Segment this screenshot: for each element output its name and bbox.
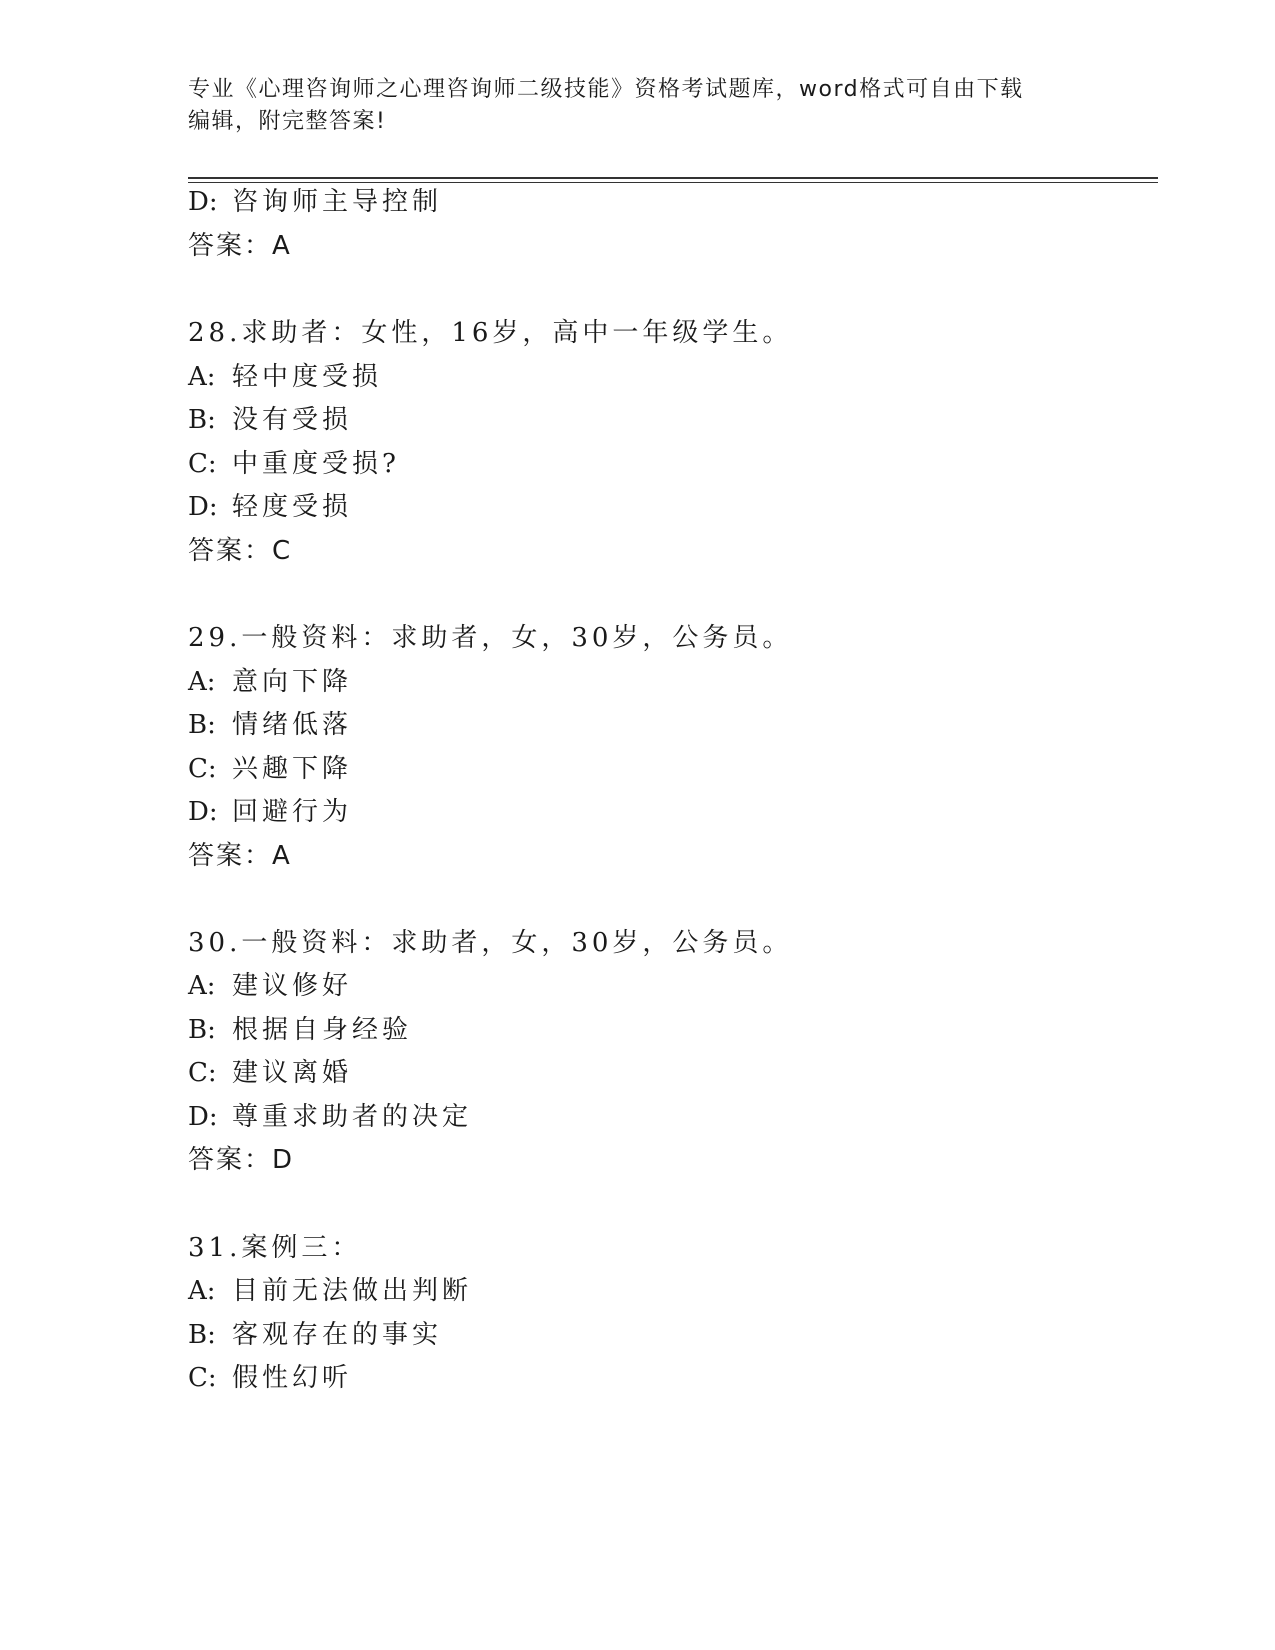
option-text: 中重度受损? <box>232 449 400 479</box>
question-29-stem: 29.一般资料：求助者，女，30岁，公务员。 <box>188 623 793 653</box>
q30-option-b <box>188 1013 412 1047</box>
q29-option-a <box>188 665 352 699</box>
option-text: 咨询师主导控制 <box>232 187 443 217</box>
header-divider-thin <box>188 182 1158 183</box>
q28-option-c <box>188 447 400 481</box>
option-text: 没有受损 <box>232 405 353 435</box>
q30-option-c <box>188 1056 352 1090</box>
q30-option-a <box>188 969 352 1003</box>
prev-answer: 答案：A <box>188 231 292 261</box>
option-text: 意向下降 <box>232 667 353 697</box>
option-text: 目前无法做出判断 <box>232 1276 473 1306</box>
option-text: 轻中度受损 <box>232 362 383 392</box>
q31-option-a <box>188 1274 472 1308</box>
option-key: C: <box>188 449 217 479</box>
q29-option-d <box>188 795 352 829</box>
page-header <box>188 74 1068 138</box>
option-key: A: <box>188 971 216 1001</box>
option-text: 建议修好 <box>232 971 353 1001</box>
option-key: A: <box>188 1276 216 1306</box>
option-key: B: <box>188 1320 216 1350</box>
option-key: C: <box>188 1058 217 1088</box>
q31-option-c <box>188 1361 352 1395</box>
option-text: 情绪低落 <box>232 710 353 740</box>
q28-answer: 答案：C <box>188 536 293 566</box>
option-text: 回避行为 <box>232 797 353 827</box>
option-key: D: <box>188 187 218 217</box>
option-key: A: <box>188 667 216 697</box>
header-divider <box>188 177 1158 179</box>
prev-option-d <box>188 185 442 219</box>
q29-answer: 答案：A <box>188 841 292 871</box>
option-key: D: <box>188 1102 218 1132</box>
q30-answer: 答案：D <box>188 1145 295 1175</box>
option-text: 假性幻听 <box>232 1363 353 1393</box>
option-key: A: <box>188 362 216 392</box>
option-text: 兴趣下降 <box>232 754 353 784</box>
option-key: B: <box>188 1015 216 1045</box>
option-key: C: <box>188 1363 217 1393</box>
q28-option-a <box>188 360 382 394</box>
option-key: B: <box>188 710 216 740</box>
option-key: D: <box>188 797 218 827</box>
question-31-stem: 31.案例三： <box>188 1233 362 1263</box>
header-line-1: 专业《心理咨询师之心理咨询师二级技能》资格考试题库，word格式可自由下载 <box>188 77 1024 102</box>
option-text: 客观存在的事实 <box>232 1320 443 1350</box>
option-key: C: <box>188 754 217 784</box>
header-line-2: 编辑，附完整答案! <box>188 109 387 134</box>
option-key: B: <box>188 405 216 435</box>
q28-option-d <box>188 490 352 524</box>
q29-option-c <box>188 752 352 786</box>
option-text: 轻度受损 <box>232 492 353 522</box>
q31-option-b <box>188 1318 442 1352</box>
q28-option-b <box>188 403 352 437</box>
question-30-stem: 30.一般资料：求助者，女，30岁，公务员。 <box>188 928 793 958</box>
question-28-stem: 28.求助者：女性，16岁，高中一年级学生。 <box>188 318 793 348</box>
option-text: 根据自身经验 <box>232 1015 413 1045</box>
q30-option-d <box>188 1100 472 1134</box>
option-text: 尊重求助者的决定 <box>232 1102 473 1132</box>
q29-option-b <box>188 708 352 742</box>
option-key: D: <box>188 492 218 522</box>
option-text: 建议离婚 <box>232 1058 353 1088</box>
